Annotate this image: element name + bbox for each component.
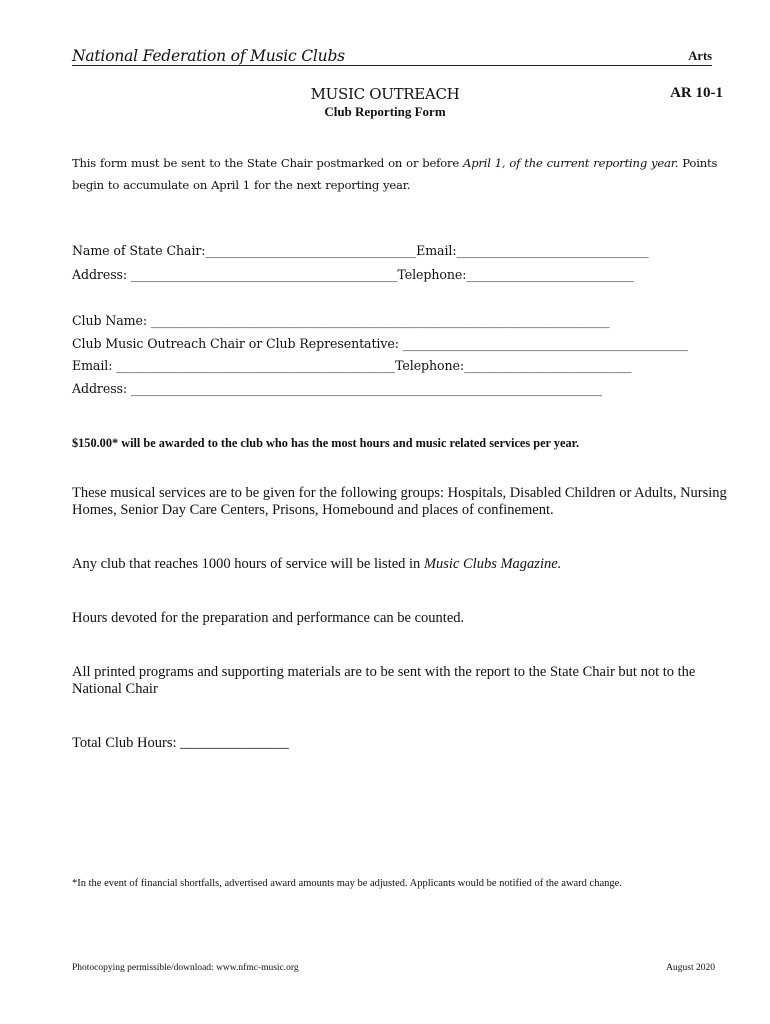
magazine-name: Music Clubs Magazine. [423,556,562,572]
form-title: MUSIC OUTREACH [310,85,460,103]
form-subtitle: Club Reporting Form [324,104,446,119]
footnote: *In the event of financial shortfalls, advertised award amounts may be adjusted. Applicants would be notified of the award change. [72,878,622,889]
total-hours-field[interactable]: Total Club Hours: _______________ [72,735,289,751]
materials-paragraph: All printed programs and supporting materials are to be sent with the report to the State Chair but not to the National Chair [72,664,696,697]
address-field-2[interactable]: Address: ____________________________________________________________________________ [72,381,602,396]
listing-paragraph [72,556,737,573]
intro-text-after: Points begin to accumulate on April 1 for the next reporting year. [72,156,718,192]
email-telephone-field[interactable]: Email: _____________________________________________Telephone:___________________________ [72,358,632,373]
club-representative-field[interactable]: Club Music Outreach Chair or Club Representative: ______________________________________________ [72,336,688,351]
organization-name: National Federation of Music Clubs [72,47,345,65]
award-statement: $150.00* will be awarded to the club who has the most hours and music related services per year. [72,436,580,450]
club-name-field[interactable]: Club Name: __________________________________________________________________________ [72,313,610,328]
page-header [72,47,712,66]
footer-date: August 2020 [666,963,715,973]
address-field-1[interactable]: Address: ___________________________________________Telephone:___________________________ [72,267,634,282]
state-chair-field[interactable]: Name of State Chair:__________________________________Email:_______________________________ [72,243,649,258]
intro-deadline: April 1, of the current reporting year. [463,156,679,170]
hours-paragraph: Hours devoted for the preparation and performance can be counted. [72,610,465,626]
groups-paragraph: These musical services are to be given for the following groups: Hospitals, Disabled Children or Adults, Nursing Homes, Senior Day Care Centers, Prisons, Homebound and places of confinement. [72,485,727,518]
intro-text-before: This form must be sent to the State Chair postmarked on or before [72,156,464,170]
intro-paragraph [72,152,732,196]
section-label: Arts [688,49,712,63]
listing-text: Any club that reaches 1000 hours of service will be listed in [72,556,424,572]
footer-copyright: Photocopying permissible/download: www.nfmc-music.org [72,963,299,973]
form-code: AR 10-1 [670,85,723,101]
